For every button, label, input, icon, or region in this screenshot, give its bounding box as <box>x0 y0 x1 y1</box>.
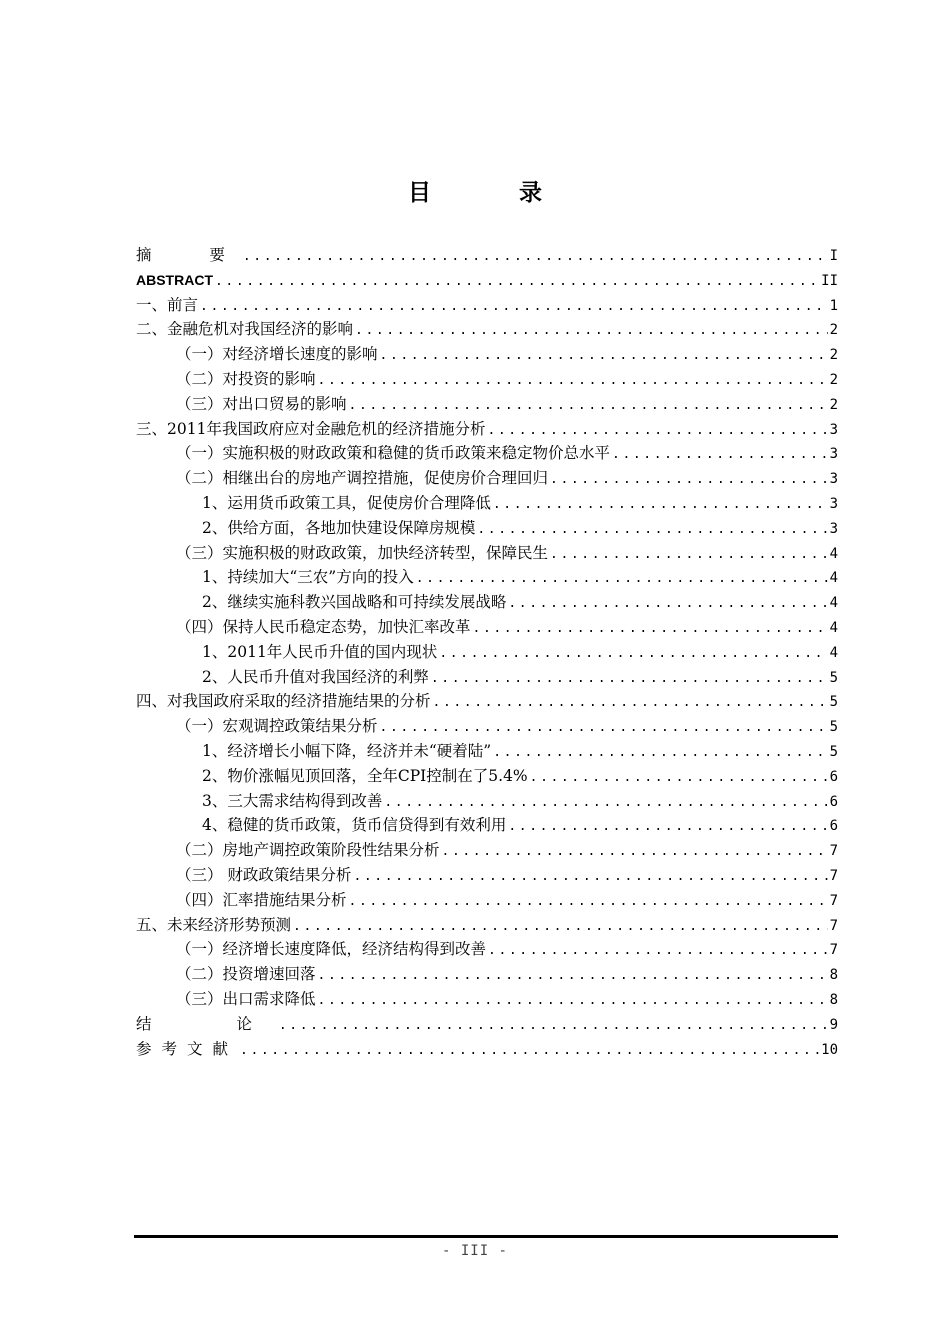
toc-dot-leader <box>487 419 827 442</box>
toc-entry-title: ABSTRACT <box>136 271 213 288</box>
toc-dot-leader <box>530 766 828 789</box>
toc-entry-page: 8 <box>829 991 838 1008</box>
toc-dot-leader <box>293 915 828 938</box>
toc-entry-page: 4 <box>829 619 838 636</box>
footer-divider <box>134 1235 838 1238</box>
toc-entry[interactable] <box>136 590 838 615</box>
toc-entry-title: （二）房地产调控政策阶段性结果分析 <box>176 841 440 860</box>
toc-entry-page: 7 <box>829 892 838 909</box>
toc-entry[interactable] <box>136 640 838 665</box>
toc-dot-leader <box>550 468 828 491</box>
toc-entry[interactable] <box>136 739 838 764</box>
toc-dot-leader <box>215 270 819 293</box>
toc-entry-title: 3、三大需求结构得到改善 <box>202 791 383 810</box>
toc-dot-leader <box>380 344 828 367</box>
toc-entry-page: I <box>829 248 838 264</box>
toc-entry-title: 结 论 <box>136 1014 277 1033</box>
toc-entry-page: 2 <box>829 347 838 364</box>
toc-entry-page: 3 <box>829 495 838 512</box>
toc-dot-leader <box>349 394 828 417</box>
toc-dot-leader <box>477 518 827 541</box>
toc-entry[interactable] <box>136 367 838 392</box>
toc-dot-leader <box>508 815 827 838</box>
toc-entry-title: 摘 要 <box>136 246 241 264</box>
toc-entry[interactable] <box>136 838 838 863</box>
toc-entry-title: （三）对出口贸易的影响 <box>176 394 347 413</box>
toc-entry-page: 1 <box>829 297 838 314</box>
toc-dot-leader <box>380 716 828 739</box>
toc-entry-page: II <box>821 272 838 289</box>
toc-entry[interactable] <box>136 243 838 268</box>
toc-entry[interactable] <box>136 789 838 814</box>
toc-entry[interactable] <box>136 1037 838 1062</box>
toc-dot-leader <box>550 543 828 566</box>
toc-entry-page: 5 <box>829 694 838 711</box>
toc-entry-page: 3 <box>829 421 838 438</box>
toc-entry[interactable] <box>136 516 838 541</box>
toc-entry-page: 5 <box>829 669 838 686</box>
toc-entry-title: 一、前言 <box>136 295 199 314</box>
toc-dot-leader <box>318 989 828 1012</box>
toc-entry-page: 3 <box>829 446 838 463</box>
toc-entry[interactable] <box>136 888 838 913</box>
toc-entry-page: 4 <box>829 644 838 661</box>
toc-dot-leader <box>240 1039 819 1062</box>
toc-entry-title: 五、未来经济形势预测 <box>136 915 292 934</box>
toc-dot-leader <box>488 939 828 962</box>
toc-entry[interactable] <box>136 565 838 590</box>
toc-entry-page: 6 <box>829 793 838 810</box>
toc-entry[interactable] <box>136 689 838 714</box>
toc-entry[interactable] <box>136 466 838 491</box>
page-number: - III - <box>441 1243 508 1259</box>
toc-entry-title: 2、物价涨幅见顶回落，全年CPI控制在了5.4% <box>202 766 528 785</box>
toc-entry[interactable] <box>136 392 838 417</box>
page-title: 目 录 <box>407 179 582 206</box>
toc-dot-leader <box>243 245 828 268</box>
toc-entry-title: （二）对投资的影响 <box>176 369 316 388</box>
toc-entry[interactable] <box>136 417 838 442</box>
toc-dot-leader <box>318 964 828 987</box>
toc-entry-title: （二）投资增速回落 <box>176 965 316 984</box>
toc-entry[interactable] <box>136 615 838 640</box>
toc-entry-page: 7 <box>829 843 838 860</box>
toc-entry-title: 二、金融危机对我国经济的影响 <box>136 320 354 339</box>
toc-dot-leader <box>439 642 827 665</box>
toc-dot-leader <box>279 1014 828 1037</box>
toc-entry[interactable] <box>136 987 838 1012</box>
toc-entry[interactable] <box>136 541 838 566</box>
toc-entry-page: 3 <box>829 520 838 537</box>
toc-entry-page: 7 <box>829 917 838 934</box>
toc-entry-page: 2 <box>829 396 838 413</box>
toc-entry-title: 三、2011年我国政府应对金融危机的经济措施分析 <box>136 419 486 438</box>
toc-entry[interactable] <box>136 491 838 516</box>
toc-dot-leader <box>349 890 828 913</box>
toc-entry[interactable] <box>136 813 838 838</box>
toc-dot-leader <box>442 840 828 863</box>
toc-dot-leader <box>416 567 828 590</box>
toc-entry[interactable] <box>136 714 838 739</box>
toc-entry-title: 2、继续实施科教兴国战略和可持续发展战略 <box>202 593 507 612</box>
toc-entry-page: 3 <box>829 471 838 488</box>
toc-dot-leader <box>508 592 827 615</box>
toc-entry-page: 7 <box>829 867 838 884</box>
toc-dot-leader <box>353 865 827 888</box>
toc-dot-leader <box>493 493 828 516</box>
toc-entry-page: 9 <box>829 1016 838 1033</box>
toc-entry-title: （一）对经济增长速度的影响 <box>176 345 378 364</box>
toc-entry-title: 参考文献 <box>136 1039 239 1058</box>
toc-entry-page: 7 <box>829 942 838 959</box>
toc-entry[interactable] <box>136 268 838 293</box>
toc-dot-leader <box>473 617 828 640</box>
toc-entry[interactable] <box>136 1012 838 1037</box>
toc-entry-page: 4 <box>829 595 838 612</box>
toc-entry-title: 2、供给方面，各地加快建设保障房规模 <box>202 518 476 537</box>
table-of-contents <box>136 243 838 1061</box>
toc-entry-title: （三） 财政政策结果分析 <box>176 865 352 884</box>
toc-entry-title: （三）出口需求降低 <box>176 989 316 1008</box>
toc-entry-page: 5 <box>829 743 838 760</box>
toc-entry-title: 2、人民币升值对我国经济的利弊 <box>202 667 429 686</box>
toc-entry-page: 6 <box>829 768 838 785</box>
toc-entry-title: 四、对我国政府采取的经济措施结果的分析 <box>136 692 431 711</box>
toc-entry-page: 8 <box>829 967 838 984</box>
toc-entry-title: 1、经济增长小幅下降，经济并未“硬着陆” <box>202 741 492 760</box>
toc-dot-leader <box>612 443 828 466</box>
toc-entry-title: 1、运用货币政策工具，促使房价合理降低 <box>202 493 491 512</box>
toc-dot-leader <box>433 691 828 714</box>
toc-entry[interactable] <box>136 441 838 466</box>
toc-entry[interactable] <box>136 937 838 962</box>
toc-entry[interactable] <box>136 342 838 367</box>
toc-entry-title: （一）宏观调控政策结果分析 <box>176 717 378 736</box>
toc-dot-leader <box>355 319 828 342</box>
toc-entry-page: 2 <box>829 322 838 339</box>
toc-entry-page: 5 <box>829 719 838 736</box>
toc-entry-title: 4、稳健的货币政策，货币信贷得到有效利用 <box>202 816 507 835</box>
toc-entry-page: 4 <box>829 545 838 562</box>
toc-entry-page: 4 <box>829 570 838 587</box>
toc-entry-page: 2 <box>829 371 838 388</box>
toc-entry-title: 1、持续加大“三农”方向的投入 <box>202 568 414 587</box>
toc-dot-leader <box>200 295 828 318</box>
toc-entry-title: （一）经济增长速度降低，经济结构得到改善 <box>176 940 487 959</box>
toc-entry[interactable] <box>136 293 838 318</box>
toc-entry[interactable] <box>136 665 838 690</box>
toc-dot-leader <box>493 741 827 764</box>
toc-entry-title: （四）汇率措施结果分析 <box>176 890 347 909</box>
toc-entry-page: 10 <box>821 1041 838 1058</box>
toc-entry-title: 1、2011年人民币升值的国内现状 <box>202 642 438 661</box>
toc-entry-title: （一）实施积极的财政政策和稳健的货币政策来稳定物价总水平 <box>176 444 611 463</box>
toc-entry[interactable] <box>136 962 838 987</box>
toc-entry-title: （三）实施积极的财政政策，加快经济转型，保障民生 <box>176 543 549 562</box>
toc-entry[interactable] <box>136 913 838 938</box>
toc-entry[interactable] <box>136 764 838 789</box>
toc-dot-leader <box>431 667 828 690</box>
toc-entry-page: 6 <box>829 818 838 835</box>
toc-entry-title: （四）保持人民币稳定态势，加快汇率改革 <box>176 617 471 636</box>
toc-entry[interactable] <box>136 317 838 342</box>
toc-dot-leader <box>318 369 828 392</box>
toc-entry[interactable] <box>136 863 838 888</box>
toc-entry-title: （二）相继出台的房地产调控措施，促使房价合理回归 <box>176 469 549 488</box>
toc-dot-leader <box>384 791 827 814</box>
